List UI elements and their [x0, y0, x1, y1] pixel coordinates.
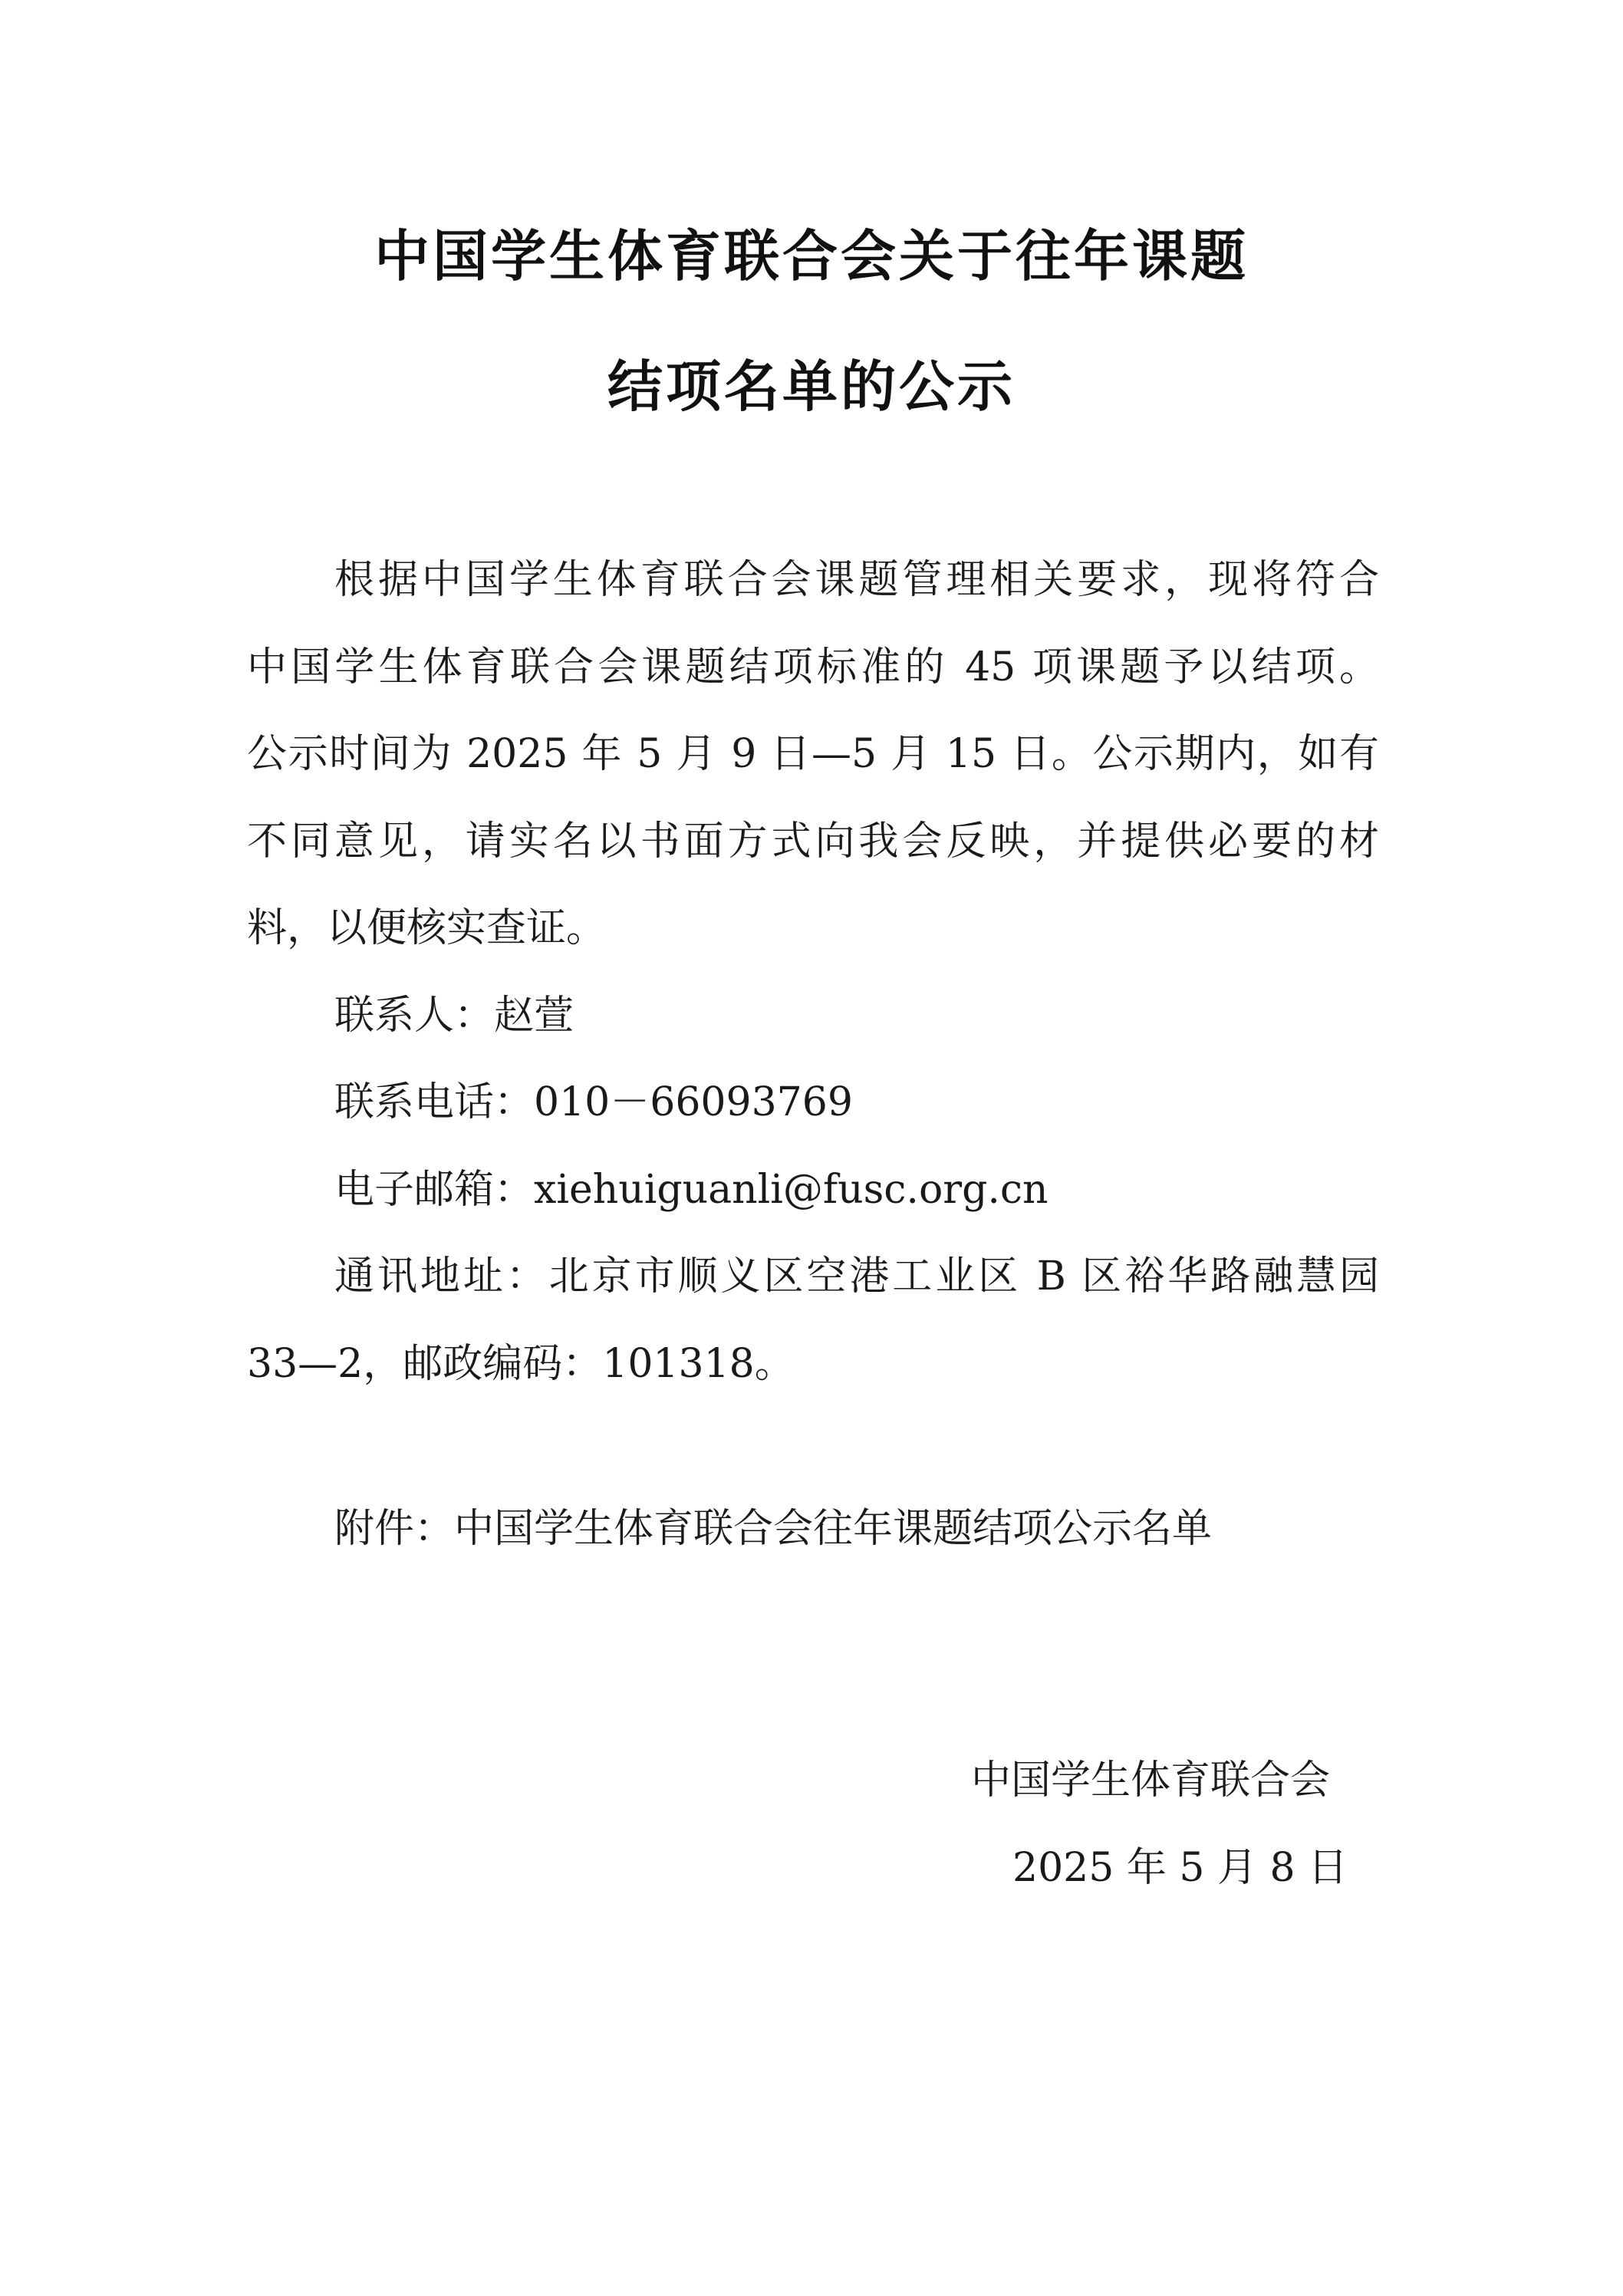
paragraph-line: 料，以便核实查证。: [247, 905, 607, 951]
contact-person: 联系人：赵萱: [334, 993, 574, 1039]
signature-date: 2025 年 5 月 8 日: [1012, 1845, 1348, 1891]
paragraph-line: 根据中国学生体育联合会课题管理相关要求，现将符合: [334, 557, 1379, 603]
contact-phone: 联系电话：010－66093769: [334, 1079, 853, 1125]
contact-address-line-2: 33—2，邮政编码：101318。: [247, 1341, 795, 1387]
document-title-line-2: 结项名单的公示: [607, 354, 1016, 419]
contact-address-line-1: 通讯地址：北京市顺义区空港工业区 B 区裕华路融慧园: [334, 1253, 1379, 1300]
paragraph-line: 公示时间为 2025 年 5 月 9 日—5 月 15 日。公示期内，如有: [247, 731, 1379, 777]
paragraph-line: 中国学生体育联合会课题结项标准的 45 项课题予以结项。: [247, 644, 1379, 690]
contact-email: 电子邮箱：xiehuiguanli@fusc.org.cn: [334, 1167, 1049, 1213]
paragraph-line: 不同意见，请实名以书面方式向我会反映，并提供必要的材: [247, 819, 1379, 865]
attachment-note: 附件：中国学生体育联合会往年课题结项公示名单: [334, 1506, 1213, 1552]
document-title-line-1: 中国学生体育联合会关于往年课题: [374, 224, 1249, 288]
signature-organization: 中国学生体育联合会: [971, 1757, 1331, 1804]
